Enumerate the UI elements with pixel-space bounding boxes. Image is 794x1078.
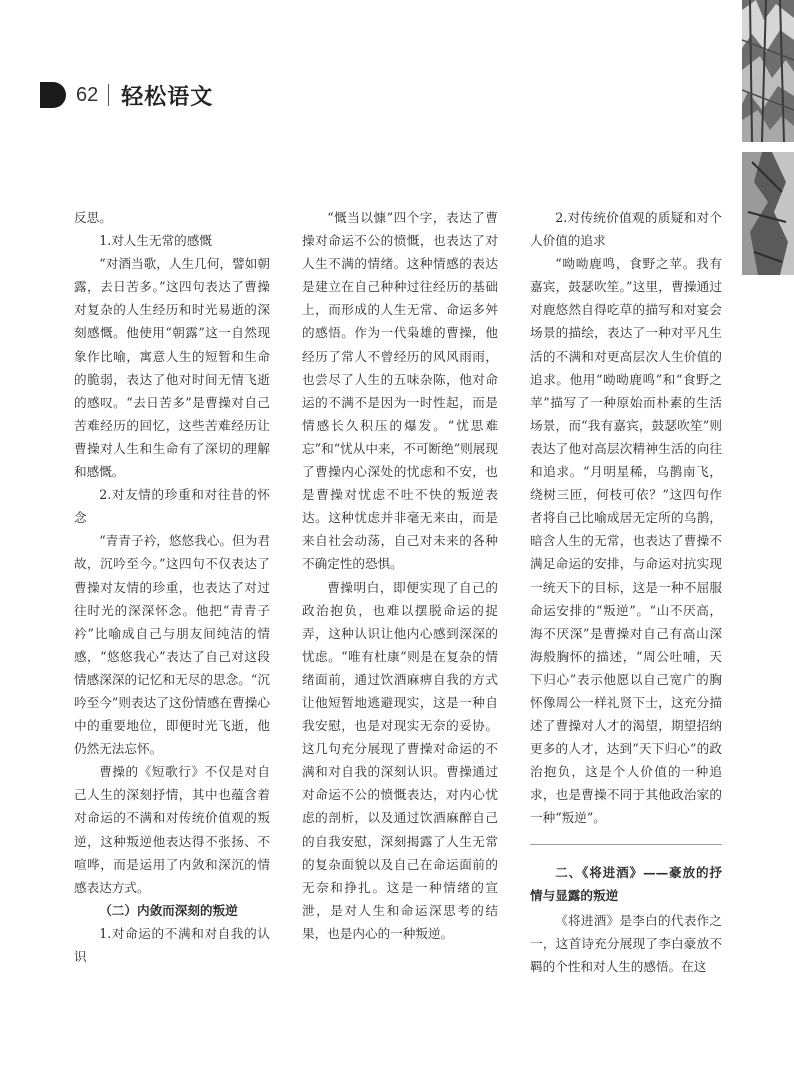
side-artwork-bottom (742, 152, 794, 275)
header-divider (108, 84, 109, 106)
paragraph: 曹操明白，即便实现了自己的政治抱负，也难以摆脱命运的捉弄，这种认识让他内心感到深深的忧虑。“唯有杜康”则是在复杂的情绪面前，通过饮酒麻痹自我的方式让他短暂地逃避现实，这是一种自我安慰，也是对现实无奈的妥协。这几句充分展现了曹操对命运的不满和对自我的深刻认识。曹操通过对命运不公的愤慨表达，对内心忧虑的剖析，以及通过饮酒麻醉自己的自我安慰，深刻揭露了人生无常的复杂面貌以及自己在命运面前的无奈和挣扎。这是一种情绪的宣泄，是对人生和命运深思考的结果，也是内心的一种叛逆。 (302, 579, 498, 941)
text-column-1 (74, 206, 270, 968)
paragraph: “青青子衿，悠悠我心。但为君故，沉吟至今。”这四句不仅表达了曹操对友情的珍重，也表达了对过往时光的深深怀念。他把“青青子衿”比喻成自己与朋友间纯洁的情感，“悠悠我心”表达了自己对这段情感深深的记忆和无尽的思念。“沉吟至今”则表达了这份情感在曹操心中的重要地位，即便时光飞逝，他仍然无法忘怀。 (74, 533, 270, 757)
paragraph: 2.对友情的珍重和对往昔的怀念 (74, 487, 270, 526)
text-column-3 (530, 206, 722, 978)
section-tab-mark (40, 82, 66, 108)
paragraph: “呦呦鹿鸣，食野之苹。我有嘉宾，鼓瑟吹笙。”这里，曹操通过对鹿悠然自得吃草的描写和对宴会场景的描绘，表达了一种对平凡生活的不满和对更高层次人生价值的追求。他用“呦呦鹿鸣”和“食野之苹”描写了一种原始而朴素的生活场景，而“我有嘉宾，鼓瑟吹笙”则表达了他对高层次精神生活的向往和追求。“月明星稀，乌鹊南飞，绕树三匝，何枝可依？”这四句作者将自己比喻成居无定所的乌鹊，暗含人生的无常，也表达了曹操不满足命运的安排，与命运对抗实现一统天下的目标，这是一种不屈服命运安排的“叛逆”。“山不厌高，海不厌深”是曹操对自己有高山深海般胸怀的描述，“周公吐哺，天下归心”表示他愿以自己宽广的胸怀像周公一样礼贤下士，这充分描述了曹操对人才的渴望，期望招纳更多的人才，达到“天下归心”的政治抱负，这是个人价值的一种追求，也是曹操不同于其他政治家的一种“叛逆”。 (530, 256, 722, 826)
page-header (40, 78, 213, 112)
page-number: 62 (76, 83, 99, 106)
paragraph: “对酒当歌，人生几何，譬如朝露，去日苦多。”这四句表达了曹操对复杂的人生经历和时光易逝的深刻感慨。他使用“朝露”这一自然现象作比喻，寓意人生的短暂和生命的脆弱，表达了他对时间无情飞逝的感叹。“去日苦多”是曹操对自己苦难经历的回忆，这些苦难经历让曹操对人生和生命有了深切的理解和感慨。 (74, 256, 270, 480)
paragraph: 1.对命运的不满和对自我的认识 (74, 925, 270, 964)
paragraph: 1.对人生无常的感慨 (99, 233, 212, 249)
paragraph: 曹操的《短歌行》不仅是对自己人生的深刻抒情，其中也蕴含着对命运的不满和对传统价值观的叛逆，这种叛逆他表达得不张扬、不喧哗，而是运用了内敛和深沉的情感表达方式。 (74, 764, 270, 895)
paragraph: 《将进酒》是李白的代表作之一，这首诗充分展现了李白豪放不羁的个性和对人生的感悟。在这 (530, 912, 722, 974)
paragraph: 2.对传统价值观的质疑和对个人价值的追求 (530, 210, 722, 249)
section-rule (530, 844, 722, 845)
side-artwork-top (742, 0, 794, 142)
paragraph: “慨当以慷”四个字，表达了曹操对命运不公的愤慨，也表达了对人生不满的情绪。这种情感的表达是建立在自己种种过往经历的基础上，而形成的人生无常、命运多舛的感悟。作为一代枭雄的曹操，他经历了常人不曾经历的风风雨雨，也尝尽了人生的五味杂陈，他对命运的不满不是因为一时性起，而是情感长久积压的爆发。“忧思难忘”和“忧从中来，不可断绝”则展现了曹操内心深处的忧虑和不安，也是曹操对忧虑不吐不快的叛逆表达。这种忧虑并非毫无来由，而是来自社会动荡，自己对未来的各种不确定性的恐惧。 (302, 210, 498, 572)
magazine-title: 轻松语文 (121, 84, 214, 110)
paragraph: 反思。 (74, 210, 112, 225)
text-column-2 (302, 206, 498, 945)
section-heading: 二、《将进酒》——豪放的抒情与显露的叛逆 (530, 864, 722, 903)
subsection-heading: （二）内敛而深刻的叛逆 (99, 902, 238, 918)
